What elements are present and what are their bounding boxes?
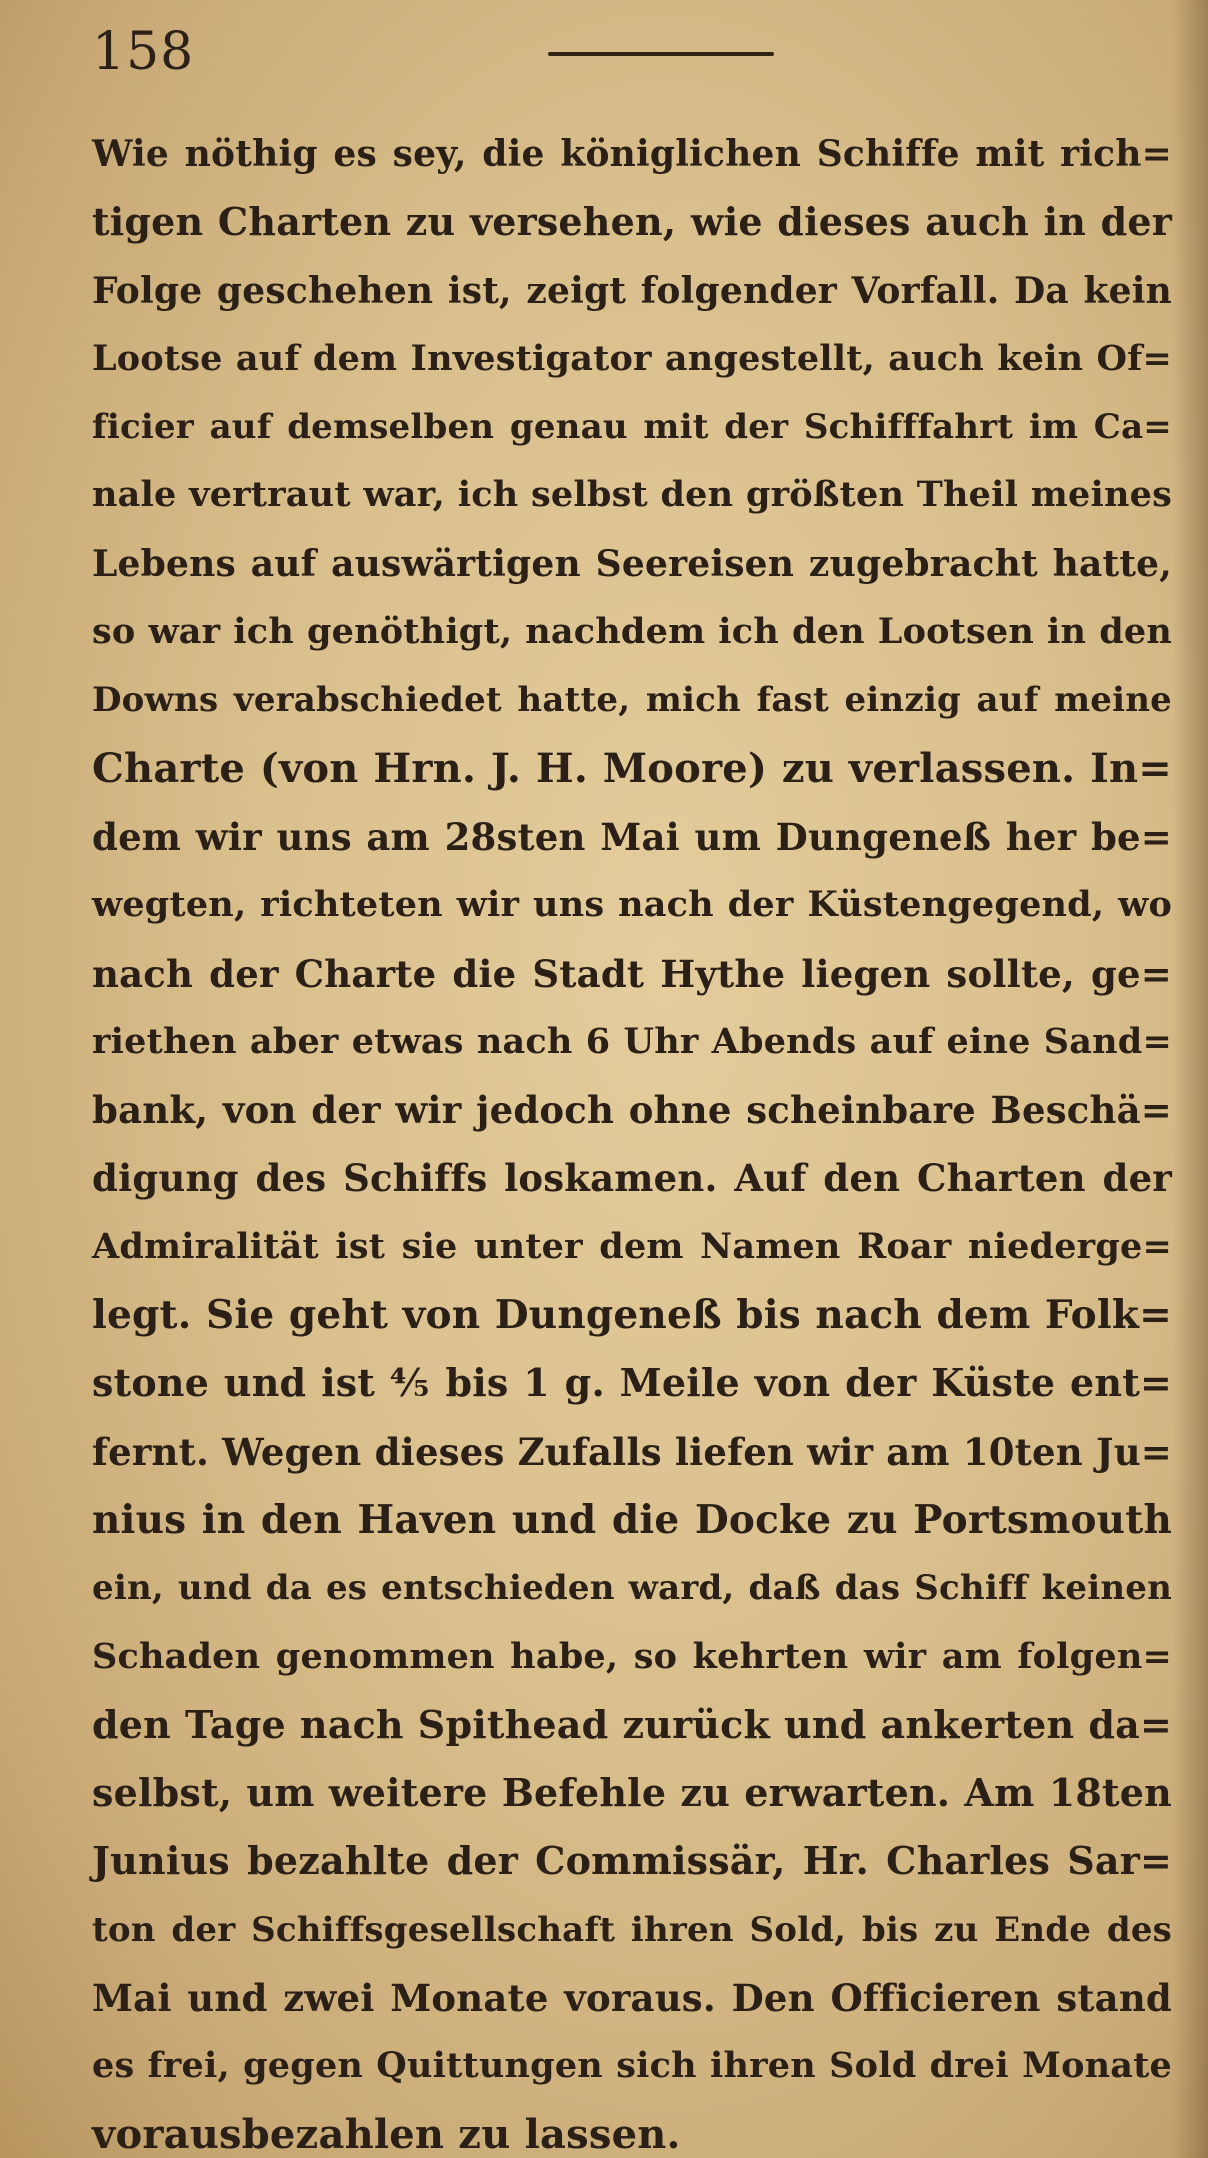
body-text: [92, 120, 1172, 2158]
text-line: Admiralität ist sie unter dem Namen Roar niederge=: [92, 1225, 1172, 1267]
text-line: Mai und zwei Monate voraus. Den Officieren stand: [92, 1976, 1172, 2021]
text-line: den Tage nach Spithead zurück und ankerten da=: [92, 1701, 1172, 1747]
text-line: ton der Schiffsgesellschaft ihren Sold, bis zu Ende des: [92, 1909, 1172, 1950]
text-line: bank, von der wir jedoch ohne scheinbare Beschä=: [92, 1088, 1172, 1133]
text-line: nach der Charte die Stadt Hythe liegen sollte, ge=: [92, 951, 1172, 996]
text-line: digung des Schiffs loskamen. Auf den Charten der: [92, 1156, 1172, 1201]
text-line: ein, und da es entschieden ward, daß das Schiff keinen: [92, 1568, 1172, 1609]
text-line: nius in den Haven und die Docke zu Portsmouth: [92, 1496, 1172, 1543]
header-rule: [548, 52, 774, 56]
page-number: 158: [92, 22, 195, 82]
text-line: es frei, gegen Quittungen sich ihren Sold drei Monate: [92, 2045, 1172, 2087]
text-line: ficier auf demselben genau mit der Schifffahrt im Ca=: [92, 407, 1172, 448]
text-line: Schaden genommen habe, so kehrten wir am folgen=: [92, 1635, 1172, 1677]
text-line: riethen aber etwas nach 6 Uhr Abends auf eine Sand=: [92, 1020, 1172, 1062]
text-line: wegten, richteten wir uns nach der Küstengegend, wo: [92, 884, 1172, 926]
text-line: Downs verabschiedet hatte, mich fast einzig auf meine: [92, 680, 1172, 721]
text-line: nale vertraut war, ich selbst den größten Theil meines: [92, 474, 1172, 516]
text-line: Folge geschehen ist, zeigt folgender Vorfall. Da kein: [92, 269, 1172, 312]
text-line: selbst, um weitere Befehle zu erwarten. Am 18ten: [92, 1770, 1172, 1816]
text-line: Wie nöthig es sey, die königlichen Schiffe mit rich=: [92, 133, 1172, 175]
text-line: fernt. Wegen dieses Zufalls liefen wir am 10ten Ju=: [92, 1429, 1172, 1474]
text-line: so war ich genöthigt, nachdem ich den Lootsen in den: [92, 611, 1172, 653]
text-line: Junius bezahlte der Commissär, Hr. Charles Sar=: [92, 1838, 1172, 1884]
text-line: vorausbezahlen zu lassen.: [92, 2110, 681, 2158]
text-line: Lebens auf auswärtigen Seereisen zugebracht hatte,: [92, 542, 1172, 585]
text-line: stone und ist ⅘ bis 1 g. Meile von der Küste ent=: [92, 1360, 1172, 1406]
text-line: Charte (von Hrn. J. H. Moore) zu verlassen. In=: [92, 744, 1172, 792]
text-line: Lootse auf dem Investigator angestellt, auch kein Of=: [92, 337, 1172, 379]
text-line: tigen Charten zu versehen, wie dieses auch in der: [92, 199, 1172, 245]
text-line: legt. Sie geht von Dungeneß bis nach dem Folk=: [92, 1292, 1172, 1339]
text-line: dem wir uns am 28sten Mai um Dungeneß her be=: [92, 814, 1172, 859]
